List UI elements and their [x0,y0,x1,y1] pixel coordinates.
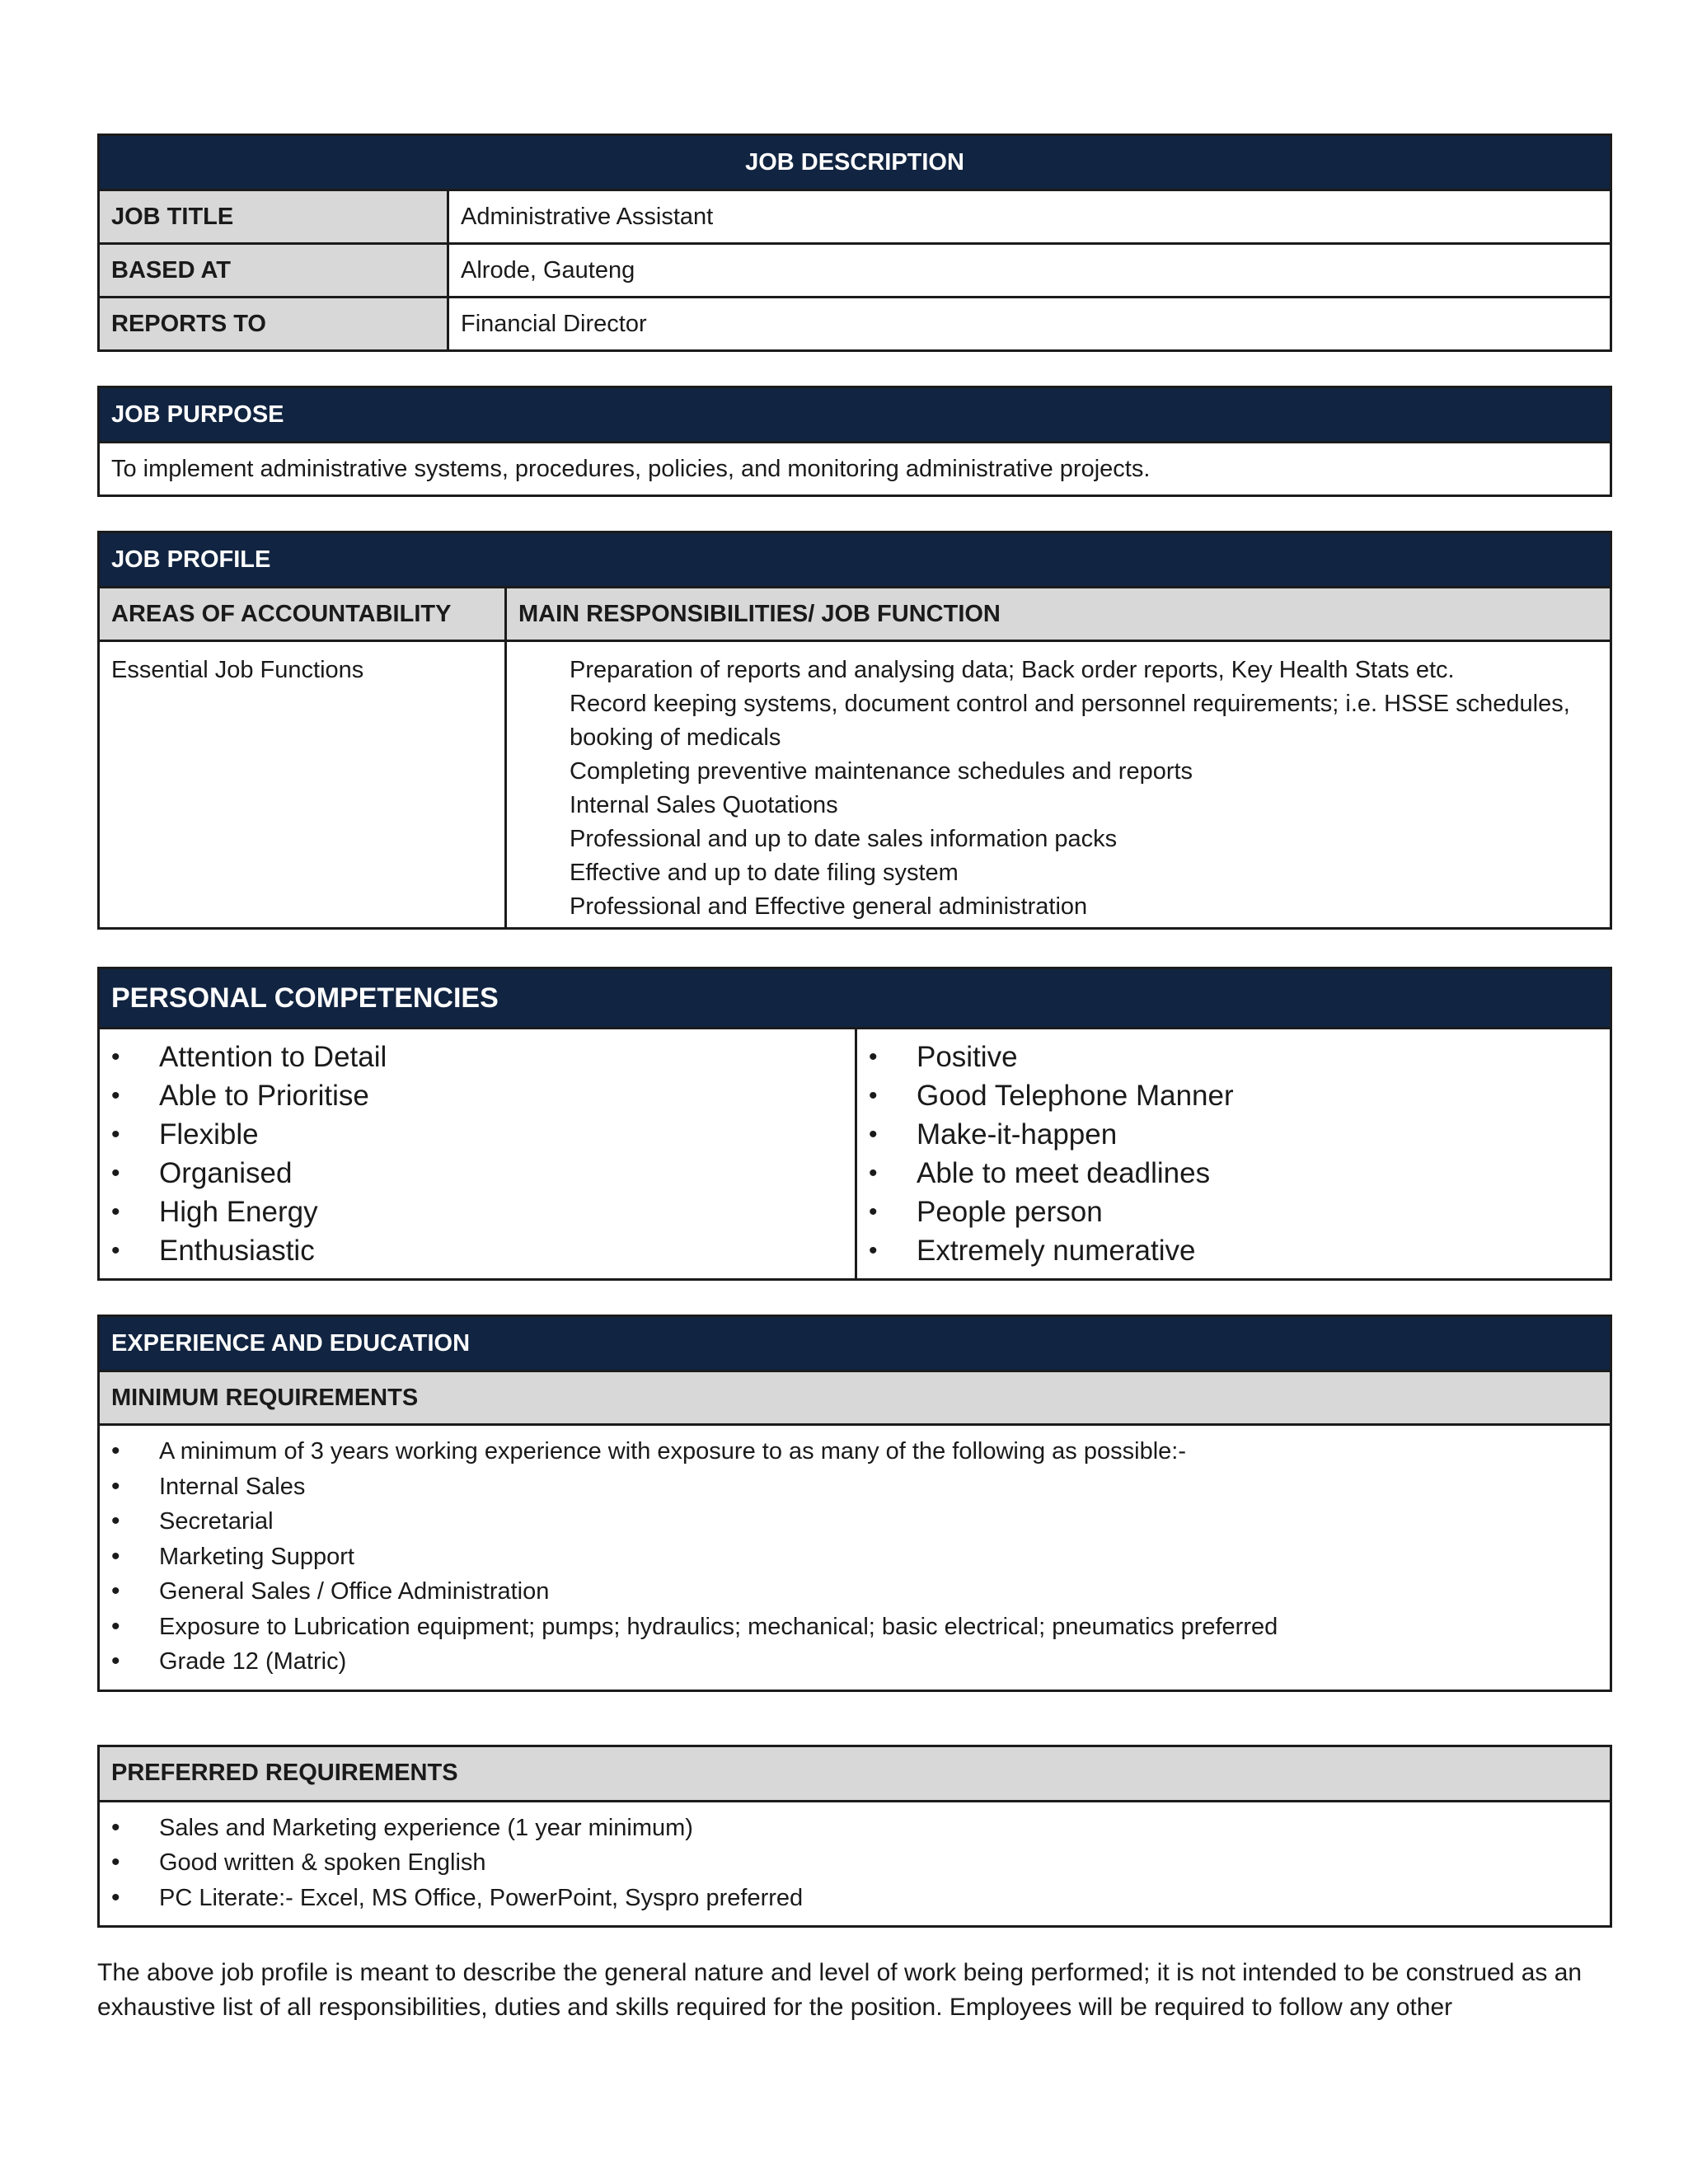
preferred-requirements-list [100,1811,1598,1916]
table-row [99,298,1611,351]
list-item: • A minimum of 3 years working experience with exposure to as many of the following as possible:- [100,1434,1598,1469]
list-item: • Extremely numerative [857,1231,1610,1270]
list-item: Professional and Effective general administration [570,893,1088,920]
list-item: • Attention to Detail [100,1038,855,1076]
job-description-table [97,134,1612,352]
list-item: • Secretarial [100,1504,1598,1540]
list-item: • Able to meet deadlines [857,1154,1610,1193]
document-page [97,134,1612,2025]
job-profile-table [97,531,1612,930]
footer-disclaimer: The above job profile is meant to describe the general nature and level of work being performed; it is not intended to be construed as an exhaustive list of all responsibilities, duties and skills required for the position. Employees will be required to follow any other [97,1959,1582,2021]
list-item: • Grade 12 (Matric) [100,1644,1598,1680]
job-profile-header: JOB PROFILE [99,532,1611,588]
list-item: Completing preventive maintenance schedules and reports [570,758,1193,785]
list-item: • PC Literate:- Excel, MS Office, PowerPoint, Syspro preferred [100,1881,1598,1916]
list-item: Preparation of reports and analysing data; Back order reports, Key Health Stats etc. [570,657,1455,683]
job-description-header: JOB DESCRIPTION [99,135,1611,190]
preferred-requirements-header: PREFERRED REQUIREMENTS [99,1746,1611,1801]
table-row [99,244,1611,298]
based-at-value: Alrode, Gauteng [448,244,1611,298]
responsibilities-column-header: MAIN RESPONSIBILITIES/ JOB FUNCTION [506,588,1611,641]
reports-to-value: Financial Director [448,298,1611,351]
list-item: • Good written & spoken English [100,1845,1598,1881]
list-item: • Good Telephone Manner [857,1076,1610,1115]
list-item: • Marketing Support [100,1540,1598,1575]
list-item: Record keeping systems, document control and personnel requirements; i.e. HSSE schedules, booking of medicals [570,691,1570,751]
competencies-right-list [857,1038,1610,1270]
list-item: Effective and up to date filing system [570,860,959,886]
based-at-label: BASED AT [99,244,448,298]
list-item: • Internal Sales [100,1469,1598,1505]
preferred-requirements-table [97,1745,1612,1929]
responsibilities-list [518,654,1598,924]
job-purpose-table [97,386,1612,497]
accountability-area: Essential Job Functions [99,641,506,929]
competencies-right-cell [856,1029,1611,1280]
list-item: • Able to Prioritise [100,1076,855,1115]
job-purpose-header: JOB PURPOSE [99,387,1611,443]
list-item: • High Energy [100,1193,855,1231]
minimum-requirements-list [100,1434,1598,1680]
competencies-left-cell [99,1029,856,1280]
personal-competencies-table [97,967,1612,1281]
preferred-requirements-cell [99,1801,1611,1927]
list-item: • Flexible [100,1115,855,1154]
minimum-requirements-cell [99,1425,1611,1691]
list-item: • Positive [857,1038,1610,1076]
reports-to-label: REPORTS TO [99,298,448,351]
list-item: Internal Sales Quotations [570,792,838,818]
minimum-requirements-header: MINIMUM REQUIREMENTS [99,1371,1611,1425]
list-item: • General Sales / Office Administration [100,1574,1598,1610]
competencies-left-list [100,1038,855,1270]
job-purpose-text: To implement administrative systems, procedures, policies, and monitoring administrative projects. [99,443,1611,496]
list-item: • People person [857,1193,1610,1231]
experience-education-header: EXPERIENCE AND EDUCATION [99,1316,1611,1371]
list-item: • Organised [100,1154,855,1193]
responsibilities-cell [506,641,1611,929]
list-item: • Make-it-happen [857,1115,1610,1154]
job-title-value: Administrative Assistant [448,190,1611,244]
accountability-column-header: AREAS OF ACCOUNTABILITY [99,588,506,641]
job-title-label: JOB TITLE [99,190,448,244]
list-item: • Exposure to Lubrication equipment; pumps; hydraulics; mechanical; basic electrical; pneumatics preferred [100,1610,1598,1645]
list-item: • Enthusiastic [100,1231,855,1270]
list-item: Professional and up to date sales information packs [570,826,1118,852]
list-item: • Sales and Marketing experience (1 year minimum) [100,1811,1598,1846]
experience-education-table [97,1315,1612,1692]
table-row [99,190,1611,244]
personal-competencies-header: PERSONAL COMPETENCIES [99,968,1611,1029]
